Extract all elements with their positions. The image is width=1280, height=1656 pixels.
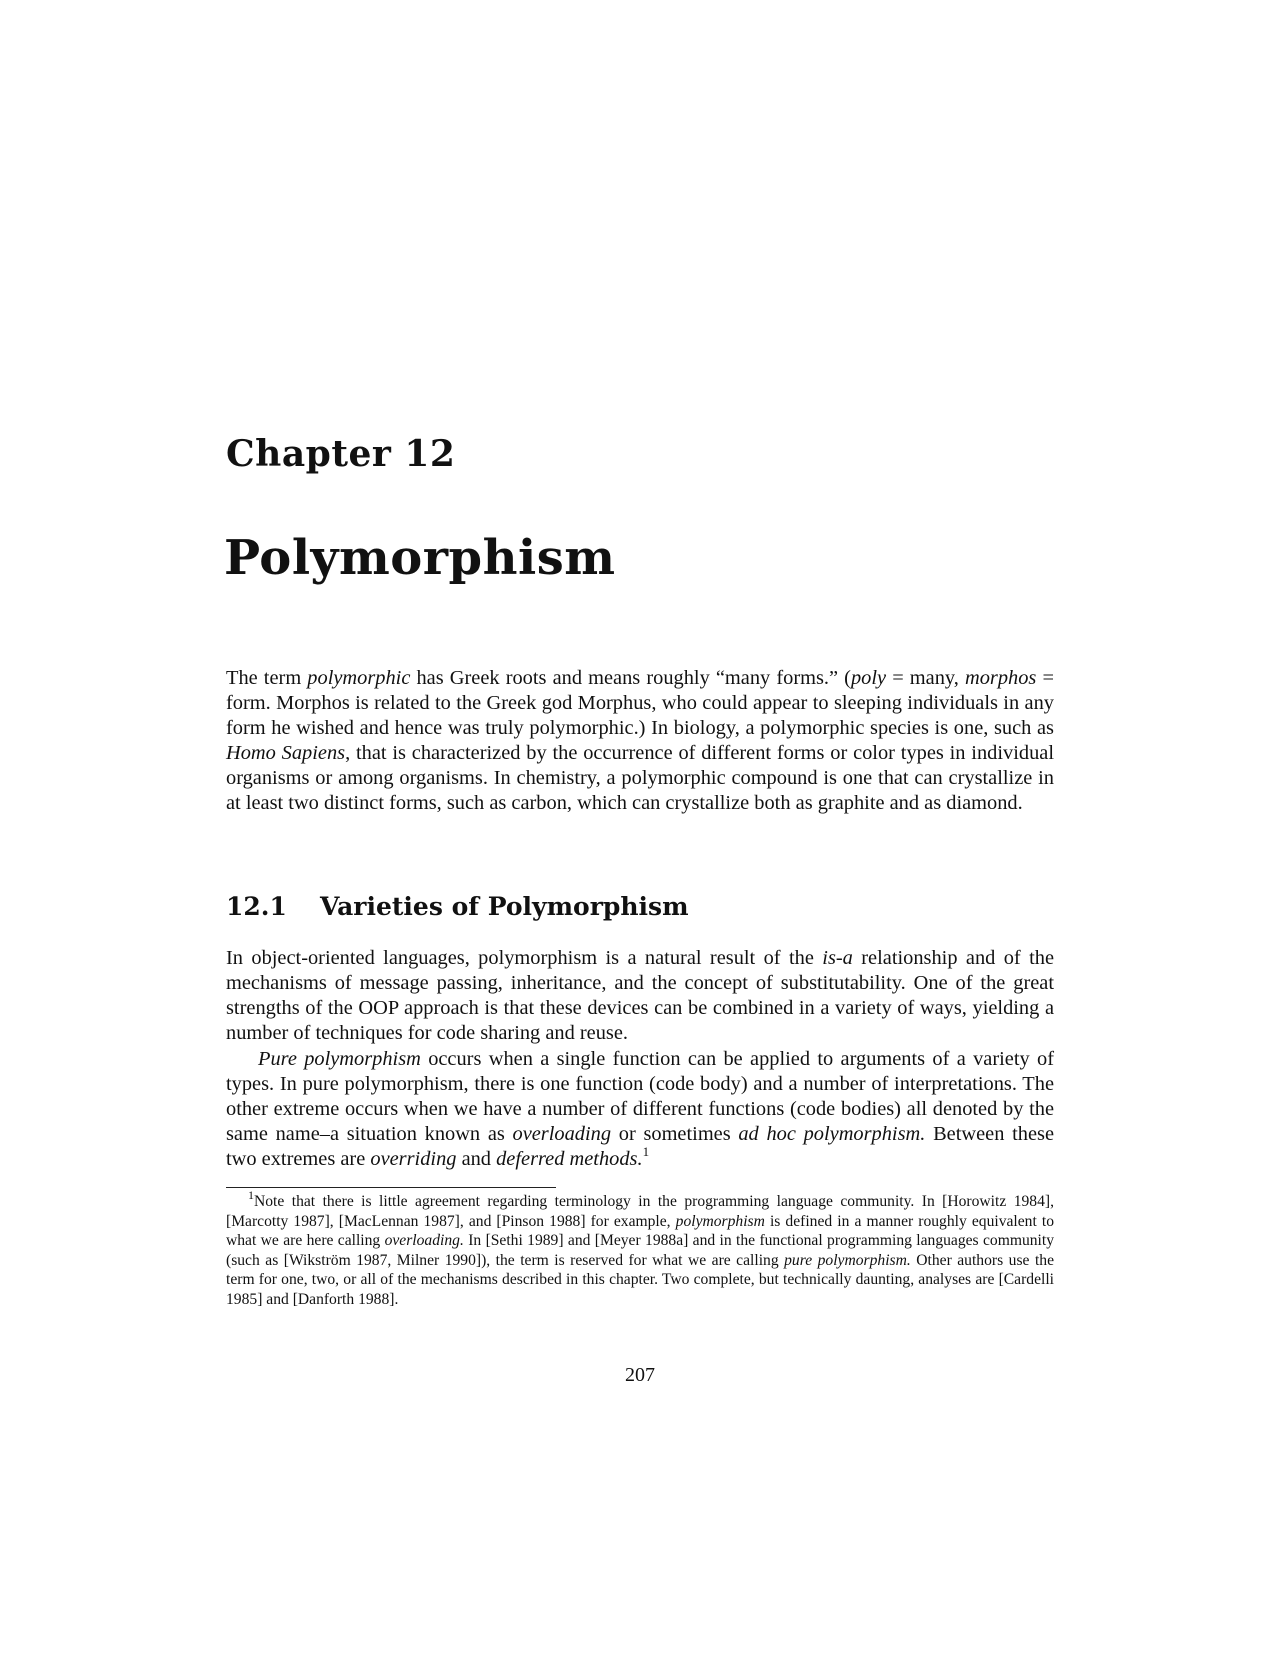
term-deferred-methods: deferred methods.	[496, 1148, 643, 1170]
term-pure-polymorphism: Pure polymorphism	[258, 1048, 421, 1070]
section-title: Varieties of Polymorphism	[320, 892, 689, 921]
footnote-term-overloading: overloading.	[384, 1232, 464, 1250]
term-morphos: morphos	[964, 667, 1037, 689]
term-poly: poly	[850, 667, 887, 689]
footnote-term-polymorphism: polymorphism	[675, 1212, 765, 1230]
term-is-a: is-a	[822, 947, 853, 969]
body-paragraph-1: In object-oriented languages, polymorphism is a natural result of the is-a relationship and of the mechanisms of message passing, inheritance, and the concept of substitutability. One of the great strengths of the OOP approach is that these devices can be combined in a variety of ways, yielding a number of techniques for code sharing and reuse.	[226, 947, 1055, 1044]
footnote: $^1$Note that there is little agreement regarding terminology in the programming language community. In [Horowitz 1984], [Marcotty 1987], [MacLennan 1987], and [Pinson 1988] for example, polymorphism is defined in a manner roughly equivalent to what we are here calling overloading. In [Sethi 1989] and [Meyer 1988a] and in the functional programming languages community (such as [Wikström 1987, Milner 1990]), the term is reserved for what we are calling pure polymorphism. Other authors use the term for one, two, or all of the mechanisms described in this chapter. Two complete, but technically daunting, analyses are [Cardelli 1985] and [Danforth 1988].	[226, 1187, 1055, 1308]
chapter-label: Chapter 12	[226, 433, 456, 475]
term-homo-sapiens: Homo Sapiens	[226, 742, 346, 764]
footnote-divider	[226, 1187, 556, 1188]
chapter-title: Polymorphism	[224, 530, 616, 586]
term-overriding: overriding	[370, 1148, 457, 1170]
term-polymorphic: polymorphic	[307, 667, 411, 689]
footnote-reference[interactable]: 1	[642, 1144, 650, 1160]
body-paragraph-2: Pure polymorphism occurs when a single function can be applied to arguments of a variety of types. In pure polymorphism, there is one function (code body) and a number of interpretations. The other extreme occurs when we have a number of different functions (code bodies) all denoted by the same name–a situation known as overloading or sometimes ad hoc polymorphism. Between these two extremes are overriding and deferred methods.$^1$	[226, 1048, 1055, 1170]
term-ad-hoc-polymorphism: ad hoc polymorphism.	[738, 1123, 926, 1145]
intro-paragraph: The term polymorphic has Greek roots and means roughly “many forms.” (poly = many, morphos = form. Morphos is related to the Greek god Morphus, who could appear to sleeping individuals in any form he wished and hence was truly polymorphic.) In biology, a polymorphic species is one, such as Homo Sapiens, that is characterized by the occurrence of different forms or color types in individual organisms or among organisms. In chemistry, a polymorphic compound is one that can crystallize in at least two distinct forms, such as carbon, which can crystallize both as graphite and as diamond.	[226, 667, 1054, 814]
page-number: 207	[625, 1364, 655, 1386]
footnote-mark: 1	[248, 1187, 254, 1202]
section-number: 12.1	[226, 892, 287, 921]
section-heading	[226, 890, 689, 924]
footnote-term-pure-polymorphism: pure polymorphism.	[784, 1251, 911, 1269]
term-overloading: overloading	[512, 1123, 612, 1145]
